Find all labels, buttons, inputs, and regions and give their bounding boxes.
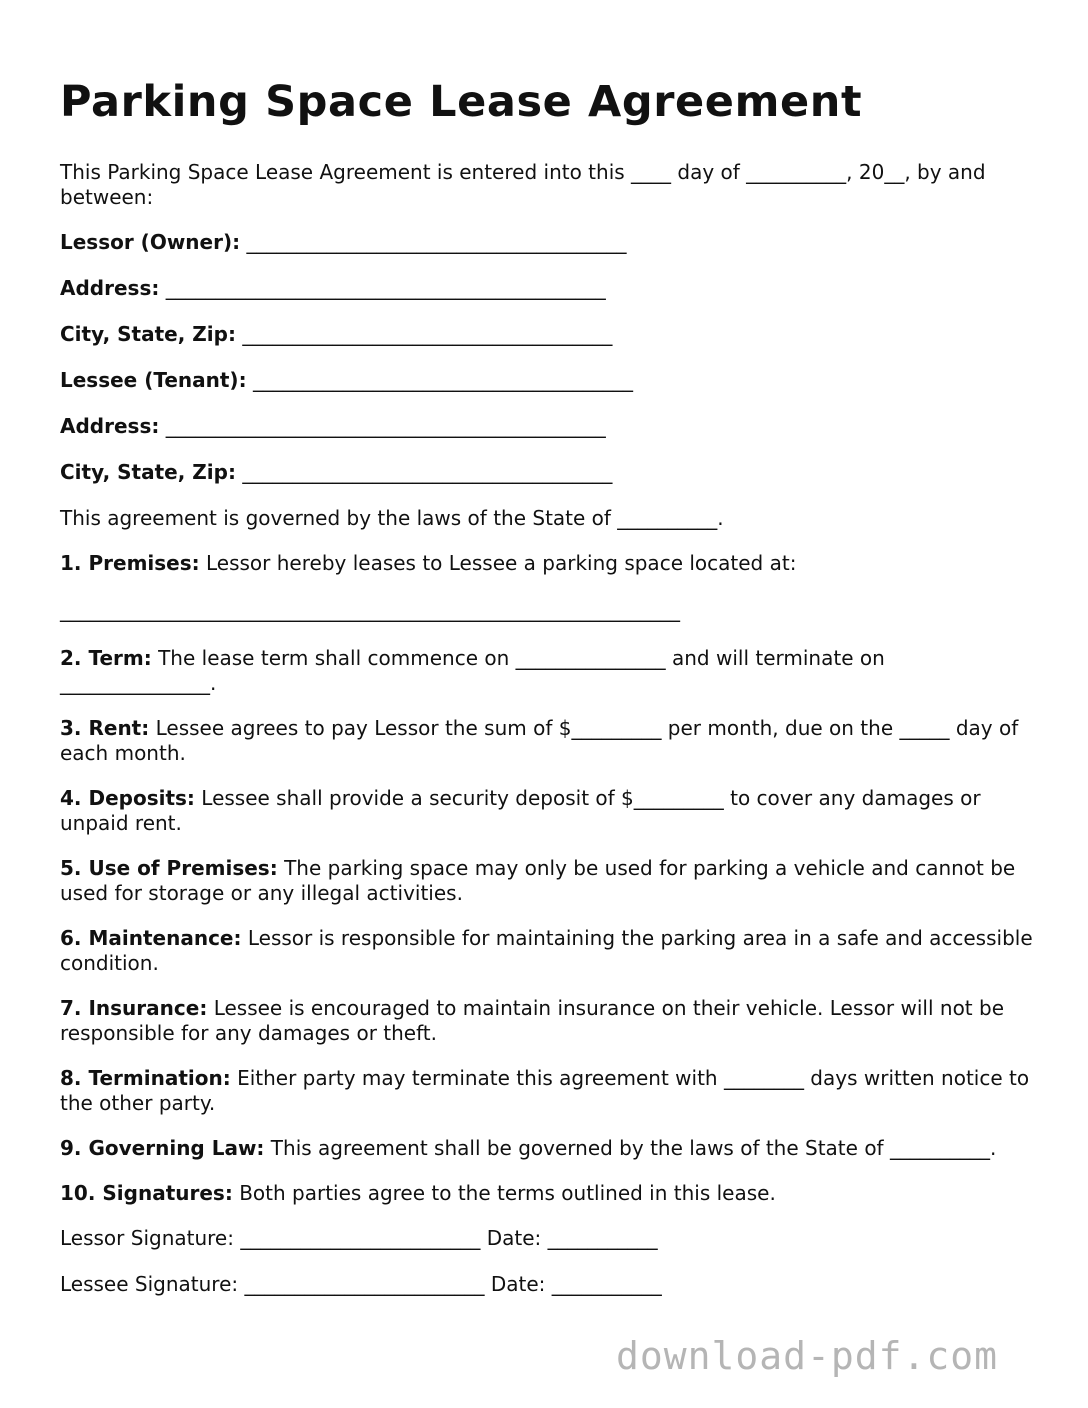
section-text: Lessee shall provide a security deposit of $_________ to cover any damages or unpaid rent. <box>60 786 981 835</box>
section-label: 1. Premises: <box>60 551 200 575</box>
section-termination <box>60 1066 1035 1116</box>
section-label: 9. Governing Law: <box>60 1136 265 1160</box>
section-rent <box>60 716 1035 766</box>
field-blank: ____________________________________________ <box>165 276 606 300</box>
field-label: Lessor (Owner): <box>60 230 241 254</box>
section-term <box>60 646 1035 696</box>
lessee-signature-line: Lessee Signature: ________________________ Date: ___________ <box>60 1272 662 1296</box>
section-label: 3. Rent: <box>60 716 150 740</box>
governing-statement: This agreement is governed by the laws of the State of __________. <box>60 506 724 530</box>
watermark: download-pdf.com <box>616 1334 999 1378</box>
intro-paragraph: This Parking Space Lease Agreement is entered into this ____ day of __________, 20__, by and between: <box>60 160 986 209</box>
field-blank: ______________________________________ <box>246 230 627 254</box>
field-label: Address: <box>60 414 160 438</box>
section-premises <box>60 551 1035 576</box>
field-blank: _____________________________________ <box>242 322 613 346</box>
section-label: 4. Deposits: <box>60 786 195 810</box>
section-deposits <box>60 786 1035 836</box>
lessee-name-field <box>60 368 1035 393</box>
section-use-of-premises <box>60 856 1035 906</box>
section-text: Either party may terminate this agreement with ________ days written notice to the other party. <box>60 1066 1030 1115</box>
section-governing-law <box>60 1136 1035 1161</box>
field-label: Lessee (Tenant): <box>60 368 247 392</box>
lessee-address-field <box>60 414 1035 439</box>
section-label: 8. Termination: <box>60 1066 231 1090</box>
lessee-city-field <box>60 460 1035 485</box>
field-label: Address: <box>60 276 160 300</box>
section-label: 7. Insurance: <box>60 996 208 1020</box>
section-text: Lessee agrees to pay Lessor the sum of $_________ per month, due on the _____ day of each month. <box>60 716 1019 765</box>
section-text: The lease term shall commence on _______________ and will terminate on _______________. <box>60 646 885 695</box>
section-text: Lessor hereby leases to Lessee a parking space located at: <box>206 551 797 575</box>
page-title: Parking Space Lease Agreement <box>60 77 863 127</box>
section-insurance <box>60 996 1035 1046</box>
lessor-address-field <box>60 276 1035 301</box>
field-label: City, State, Zip: <box>60 460 236 484</box>
lessor-name-field <box>60 230 1035 255</box>
field-blank: _____________________________________ <box>242 460 613 484</box>
lessor-city-field <box>60 322 1035 347</box>
section-maintenance <box>60 926 1035 976</box>
section-label: 6. Maintenance: <box>60 926 242 950</box>
document-page <box>60 72 1035 1318</box>
field-label: City, State, Zip: <box>60 322 236 346</box>
premises-location-blank: ______________________________________________________________ <box>60 598 680 622</box>
lessor-signature-line: Lessor Signature: ________________________ Date: ___________ <box>60 1226 658 1250</box>
section-text: This agreement shall be governed by the laws of the State of __________. <box>270 1136 997 1160</box>
section-text: Both parties agree to the terms outlined in this lease. <box>239 1181 776 1205</box>
section-label: 2. Term: <box>60 646 152 670</box>
section-label: 5. Use of Premises: <box>60 856 278 880</box>
section-text: Lessor is responsible for maintaining the parking area in a safe and accessible condition. <box>60 926 1033 975</box>
field-blank: ______________________________________ <box>252 368 633 392</box>
section-signatures <box>60 1181 1035 1206</box>
field-blank: ____________________________________________ <box>165 414 606 438</box>
section-label: 10. Signatures: <box>60 1181 233 1205</box>
section-text: Lessee is encouraged to maintain insurance on their vehicle. Lessor will not be responsible for any damages or theft. <box>60 996 1004 1045</box>
section-text: The parking space may only be used for parking a vehicle and cannot be used for storage or any illegal activities. <box>60 856 1016 905</box>
